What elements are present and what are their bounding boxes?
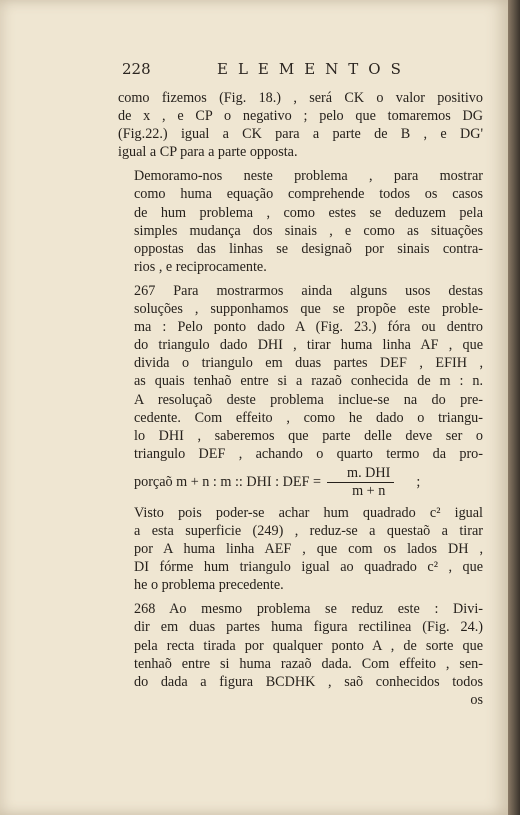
- page-header: [122, 60, 482, 82]
- text-line: do dada a figura BCDHK , saõ conhecidos todos: [134, 673, 483, 690]
- text-line: Visto pois poder-se achar hum quadrado c² igual: [134, 504, 483, 521]
- text-line: como fizemos (Fig. 18.) , será CK o valor positivo: [118, 90, 483, 106]
- text-line: triangulo DEF , achando o quarto termo da pro-: [134, 445, 483, 462]
- catchword: os: [470, 691, 483, 708]
- text-line: rios , e reciprocamente.: [134, 258, 267, 275]
- text-line: a esta superficie (249) , reduz-se a questaõ a tirar: [134, 522, 483, 539]
- text-line: dir em duas partes huma figura rectilinea (Fig. 24.): [134, 619, 483, 636]
- text-line: como huma equação comprehende todos os casos: [134, 186, 483, 203]
- formula-numerator: m. DHI: [327, 465, 394, 483]
- text-line: 267 Para mostrarmos ainda alguns usos destas: [134, 282, 483, 299]
- formula-denominator: m + n: [352, 482, 386, 499]
- paragraph-2: [118, 167, 483, 276]
- formula-fraction: [327, 465, 394, 500]
- text-line: pela recta tirada por qualquer ponto A , de sorte que: [134, 637, 483, 654]
- text-line: simples mudança dos sinais , e como as situações: [134, 222, 483, 239]
- text-line: 268 Ao mesmo problema se reduz este : Divi-: [134, 601, 483, 618]
- paragraph-268: [118, 600, 483, 708]
- formula-suffix: ;: [416, 474, 421, 491]
- text-line: divida o triangulo em duas partes DEF , EFIH ,: [134, 355, 483, 372]
- text-line: ma : Pelo ponto dado A (Fig. 23.) fóra ou dentro: [134, 319, 483, 336]
- text-line: he o problema precedente.: [134, 577, 284, 594]
- formula-prefix: porçaõ m + n : m :: DHI : DEF =: [134, 474, 322, 491]
- page-body: [118, 89, 483, 708]
- text-line: por A huma linha AEF , que com os lados DH ,: [134, 541, 483, 558]
- text-line: A resoluçaõ deste problema inclue-se na do pre-: [134, 391, 483, 408]
- text-line: as quais tenhaõ entre si a razaõ conhecida de m : n.: [134, 373, 483, 390]
- text-line: de x , e CP o negativo ; pelo que tomaremos DG: [118, 108, 483, 125]
- text-line: oppostas das linhas se designaõ por sinais contra-: [134, 240, 483, 257]
- text-line: de hum problema , como estes se deduzem pela: [134, 204, 483, 221]
- page-edge-shadow: [508, 0, 520, 815]
- text-line: tenhaõ entre si huma razaõ dada. Com effeito , sen-: [134, 655, 483, 672]
- text-line: lo DHI , saberemos que parte delle deve ser o: [134, 427, 483, 444]
- text-line: DI fórme hum triangulo igual ao quadrado c² , que: [134, 559, 483, 576]
- text-line: cedente. Com effeito , como he dado o triangu-: [134, 409, 483, 426]
- text-line: (Fig.22.) igual a CK para a parte de B , e DG': [118, 126, 483, 143]
- running-title: ELEMENTOS: [217, 60, 411, 78]
- text-line: Demoramo-nos neste problema , para mostrar: [134, 168, 483, 185]
- text-line: soluções , supponhamos que se propõe este proble-: [134, 301, 483, 318]
- proportion-formula: [118, 465, 483, 500]
- paragraph-267: [118, 282, 483, 594]
- paragraph-1: [118, 89, 483, 161]
- text-line: do triangulo dado DHI , tirar huma linha AF , que: [134, 337, 483, 354]
- page-number: 228: [122, 60, 151, 78]
- text-line: igual a CP para a parte opposta.: [118, 144, 298, 161]
